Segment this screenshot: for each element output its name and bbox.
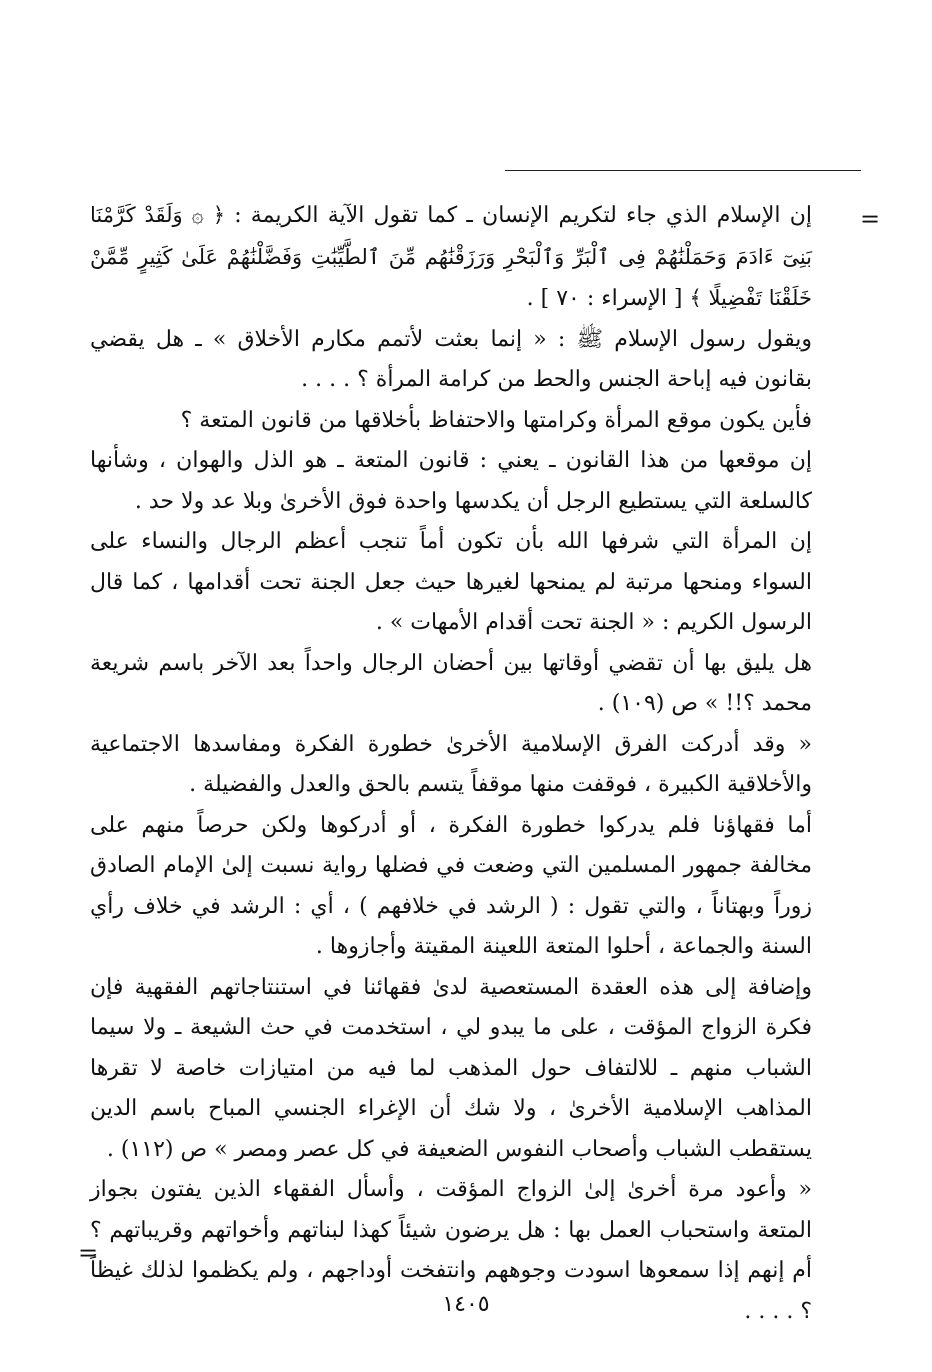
paragraph-1 (90, 195, 812, 320)
paragraph-6: هل يليق بها أن تقضي أوقاتها بين أحضان الرجال واحداً بعد الآخر باسم شريعة محمد ؟!! » ص (١٠٩) . (90, 650, 812, 716)
continuation-mark-start: = (860, 205, 881, 233)
paragraph-3: فأين يكون موقع المرأة وكرامتها والاحتفاظ بأخلاقها من قانون المتعة ؟ (180, 407, 812, 433)
quran-verse: ﴿ ۞ وَلَقَدْ كَرَّمْنَا بَنِىٓ ءَادَمَ وَحَمَلْنَٰهُمْ فِى ٱلْبَرِّ وَٱلْبَحْرِ وَرَزَقْنَٰهُم مِّنَ ٱلطَّيِّبَٰتِ وَفَضَّلْنَٰهُمْ عَلَىٰ كَثِيرٍ مِّمَّنْ خَلَقْنَا تَفْضِيلًا ﴾ (90, 203, 812, 310)
paragraph-8: أما فقهاؤنا فلم يدركوا خطورة الفكرة ، أو أدركوها ولكن حرصاً منهم على مخالفة جمهور المسلمين التي وضعت في فضلها رواية نسبت إلىٰ الإمام الصادق زوراً وبهتاناً ، والتي تقول : ( الرشد في خلافهم ) ، أي : الرشد في خلاف رأي السنة والجماعة ، أحلوا المتعة اللعينة المقيتة وأجازوها . (90, 812, 812, 959)
footnote-separator-rule (505, 170, 861, 171)
paragraph-10: « وأعود مرة أخرىٰ إلىٰ الزواج المؤقت ، وأسأل الفقهاء الذين يفتون بجواز المتعة واستحباب العمل بها : هل يرضون شيئاً كهذا لبناتهم وأخواتهم وقريباتهم ؟ أم إنهم إذا سمعوها اسودت وجوههم وانتفخت أوداجهم ، ولم يكظموا لذلك غيظاً ؟ . . . . (90, 1177, 812, 1324)
paragraph-4: إن موقعها من هذا القانون ـ يعني : قانون المتعة ـ هو الذل والهوان ، وشأنها كالسلعة التي يستطيع الرجل أن يكدسها واحدة فوق الأخرىٰ وبلا عد ولا حد . (90, 448, 812, 514)
page-number: ١٤٠٥ (442, 1292, 490, 1317)
paragraph-7: « وقد أدركت الفرق الإسلامية الأخرىٰ خطورة الفكرة ومفاسدها الاجتماعية والأخلاقية الكبيرة ، فوقفت منها موقفاً يتسم بالحق والعدل والفضيلة . (90, 731, 812, 797)
paragraph-1-intro: إن الإسلام الذي جاء لتكريم الإنسان ـ كما تقول الآية الكريمة : (225, 203, 813, 228)
paragraph-9: وإضافة إلى هذه العقدة المستعصية لدىٰ فقهائنا في استنتاجاتهم الفقهية فإن فكرة الزواج المؤقت ، على ما يبدو لي ، استخدمت في حث الشيعة ـ ولا سيما الشباب منهم ـ للالتفاف حول المذهب لما فيه من امتيازات خاصة لا تقرها المذاهب الإسلامية الأخرىٰ ، ولا شك أن الإغراء الجنسي المباح باسم الدين يستقطب الشباب وأصحاب النفوس الضعيفة في كل عصر ومصر » ص (١١٢) . (90, 974, 812, 1162)
paragraph-2: ويقول رسول الإسلام ﷺ : « إنما بعثت لأتمم مكارم الأخلاق » ـ هل يقضي بقانون فيه إباحة الجنس والحط من كرامة المرأة ؟ . . . . (90, 326, 812, 392)
paragraph-5: إن المرأة التي شرفها الله بأن تكون أماً تنجب أعظم الرجال والنساء على السواء ومنحها مرتبة لم يمنحها لغيرها حيث جعل الجنة تحت أقدامها ، كما قال الرسول الكريم : « الجنة تحت أقدام الأمهات » . (90, 529, 812, 635)
continuation-mark-end: = (78, 1239, 99, 1267)
verse-citation: [ الإسراء : ٧٠ ] . (526, 286, 690, 311)
footnote-text (90, 195, 812, 1332)
